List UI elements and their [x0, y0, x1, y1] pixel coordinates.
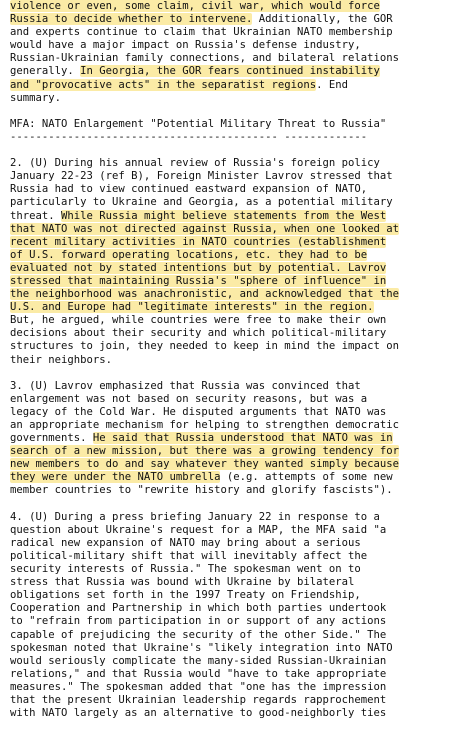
text-segment: 4. (U) During a press briefing January 22 in response to a	[10, 510, 380, 523]
text-line	[10, 458, 474, 471]
text-segment: threat.	[10, 209, 62, 222]
highlighted-text: and "provocative acts" in the separatist regions	[10, 78, 317, 91]
text-line	[10, 262, 474, 275]
text-segment: spokesman noted that Ukraine's "likely integration into NATO	[10, 641, 393, 654]
text-line	[10, 26, 474, 39]
text-line	[10, 131, 474, 144]
text-segment: generally.	[10, 65, 81, 78]
text-line	[10, 655, 474, 668]
text-segment: structures to join, they needed to keep in mind the impact on	[10, 340, 400, 353]
highlighted-text: In Georgia, the GOR fears continued instability	[80, 65, 380, 78]
text-line	[10, 340, 474, 353]
text-line	[10, 249, 474, 262]
text-segment: governments.	[10, 432, 93, 445]
text-segment: obligations set forth in the 1997 Treaty on Friendship,	[10, 589, 361, 602]
text-segment: relations," and that Russia would "have to take appropriate	[10, 667, 387, 680]
text-line	[10, 393, 474, 406]
text-line	[10, 589, 474, 602]
text-line	[10, 576, 474, 589]
text-segment: Cooperation and Partnership in which both parties undertook	[10, 602, 387, 615]
text-segment: question about Ukraine's request for a MAP, the MFA said "a	[10, 523, 387, 536]
blank-line	[10, 367, 474, 380]
text-segment: legacy of the Cold War. He disputed arguments that NATO was	[10, 405, 387, 418]
text-line	[10, 157, 474, 170]
blank-line	[10, 144, 474, 157]
text-line	[10, 629, 474, 642]
text-segment: political-military shift that will inevitably affect the	[10, 549, 368, 562]
text-segment: measures." The spokesman added that "one has the impression	[10, 680, 387, 693]
text-line	[10, 537, 474, 550]
highlighted-text: new members to do and say whatever they wanted simply because	[10, 458, 400, 471]
text-segment: ------------------------------------------ -------------	[10, 130, 368, 143]
text-line	[10, 471, 474, 484]
highlighted-text: evaluated not by stated intentions but by potential. Lavrov	[10, 261, 387, 274]
text-segment: summary.	[10, 91, 62, 104]
highlighted-text: While Russia might believe statements from the West	[61, 209, 387, 222]
text-line	[10, 0, 474, 13]
highlighted-text: recent military activities in NATO countries (establishment	[10, 235, 387, 248]
text-line	[10, 301, 474, 314]
text-line	[10, 52, 474, 65]
text-line	[10, 380, 474, 393]
text-segment: (e.g. attempts of some new	[220, 471, 393, 484]
highlighted-text: U.S. and Europe had "legitimate interests" in the region.	[10, 301, 374, 314]
text-line	[10, 236, 474, 249]
blank-line	[10, 498, 474, 511]
text-line	[10, 288, 474, 301]
text-line	[10, 327, 474, 340]
text-segment: would have a major impact on Russia's defense industry,	[10, 39, 361, 52]
text-segment: that the present Ukrainian leadership regards rapprochement	[10, 693, 387, 706]
highlighted-text: of U.S. forward operating locations, etc. they had to be	[10, 248, 368, 261]
text-segment: would seriously complicate the many-sided Russian-Ukrainian	[10, 654, 387, 667]
text-segment: But, he argued, while countries were free to make their own	[10, 314, 387, 327]
text-line	[10, 694, 474, 707]
text-line	[10, 183, 474, 196]
text-line	[10, 79, 474, 92]
blank-line	[10, 105, 474, 118]
text-line	[10, 92, 474, 105]
text-segment: Additionally, the GOR	[252, 13, 393, 26]
text-line	[10, 406, 474, 419]
text-segment: Russia had to view continued eastward expansion of NATO,	[10, 183, 368, 196]
text-line	[10, 563, 474, 576]
text-line	[10, 275, 474, 288]
text-segment: capable of prejudicing the security of the other Side." The	[10, 628, 387, 641]
text-segment: enlargement was not based on security reasons, but was a	[10, 392, 368, 405]
text-segment: decisions about their security and which political-military	[10, 327, 387, 340]
text-line	[10, 484, 474, 497]
text-line	[10, 170, 474, 183]
highlighted-text: He said that Russia understood that NATO was in	[92, 432, 393, 445]
text-line	[10, 615, 474, 628]
text-line	[10, 432, 474, 445]
text-line	[10, 65, 474, 78]
text-line	[10, 196, 474, 209]
text-segment: to "refrain from participation in or support of any actions	[10, 615, 387, 628]
text-segment: and experts continue to claim that Ukrainian NATO membership	[10, 26, 393, 39]
text-line	[10, 681, 474, 694]
text-segment: MFA: NATO Enlargement "Potential Military Threat to Russia"	[10, 117, 387, 130]
text-segment: an appropriate mechanism for helping to strengthen democratic	[10, 419, 400, 431]
highlighted-text: violence or even, some claim, civil war, which would force	[10, 0, 380, 12]
text-line	[10, 39, 474, 52]
text-line	[10, 118, 474, 131]
highlighted-text: that NATO was not directed against Russia, when one looked at	[10, 222, 400, 235]
text-line	[10, 642, 474, 655]
text-segment: Russian-Ukrainian family connections, and bilateral relations	[10, 52, 400, 65]
text-line	[10, 314, 474, 327]
text-segment: security interests of Russia." The spokesman went on to	[10, 563, 361, 576]
text-segment: member countries to "rewrite history and glorify fascists").	[10, 484, 393, 497]
text-line	[10, 511, 474, 524]
text-line	[10, 419, 474, 432]
text-line	[10, 550, 474, 563]
highlighted-text: stressed that maintaining Russia's "sphere of influence" in	[10, 274, 387, 287]
text-segment: 2. (U) During his annual review of Russia's foreign policy	[10, 157, 380, 170]
text-segment: their neighbors.	[10, 353, 113, 366]
text-line	[10, 602, 474, 615]
text-line	[10, 524, 474, 537]
text-line	[10, 223, 474, 236]
highlighted-text: the neighborhood was anachronistic, and acknowledged that the	[10, 288, 400, 301]
text-line	[10, 668, 474, 681]
text-line	[10, 445, 474, 458]
text-line	[10, 707, 474, 720]
text-segment: January 22-23 (ref B), Foreign Minister Lavrov stressed that	[10, 170, 393, 183]
text-segment: radical new expansion of NATO may bring about a serious	[10, 536, 361, 549]
text-line	[10, 354, 474, 367]
text-segment: 3. (U) Lavrov emphasized that Russia was convinced that	[10, 379, 361, 392]
text-segment: particularly to Ukraine and Georgia, as a potential military	[10, 196, 393, 209]
highlighted-text: search of a new mission, but there was a growing tendency for	[10, 445, 400, 458]
highlighted-text: they were under the NATO umbrella	[10, 471, 221, 484]
text-segment: . End	[316, 78, 349, 91]
text-segment: with NATO largely as an alternative to good-neighborly ties	[10, 707, 387, 720]
text-line	[10, 210, 474, 223]
text-segment: stress that Russia was bound with Ukraine by bilateral	[10, 576, 355, 589]
text-line	[10, 13, 474, 26]
highlighted-text: Russia to decide whether to intervene.	[10, 13, 253, 26]
